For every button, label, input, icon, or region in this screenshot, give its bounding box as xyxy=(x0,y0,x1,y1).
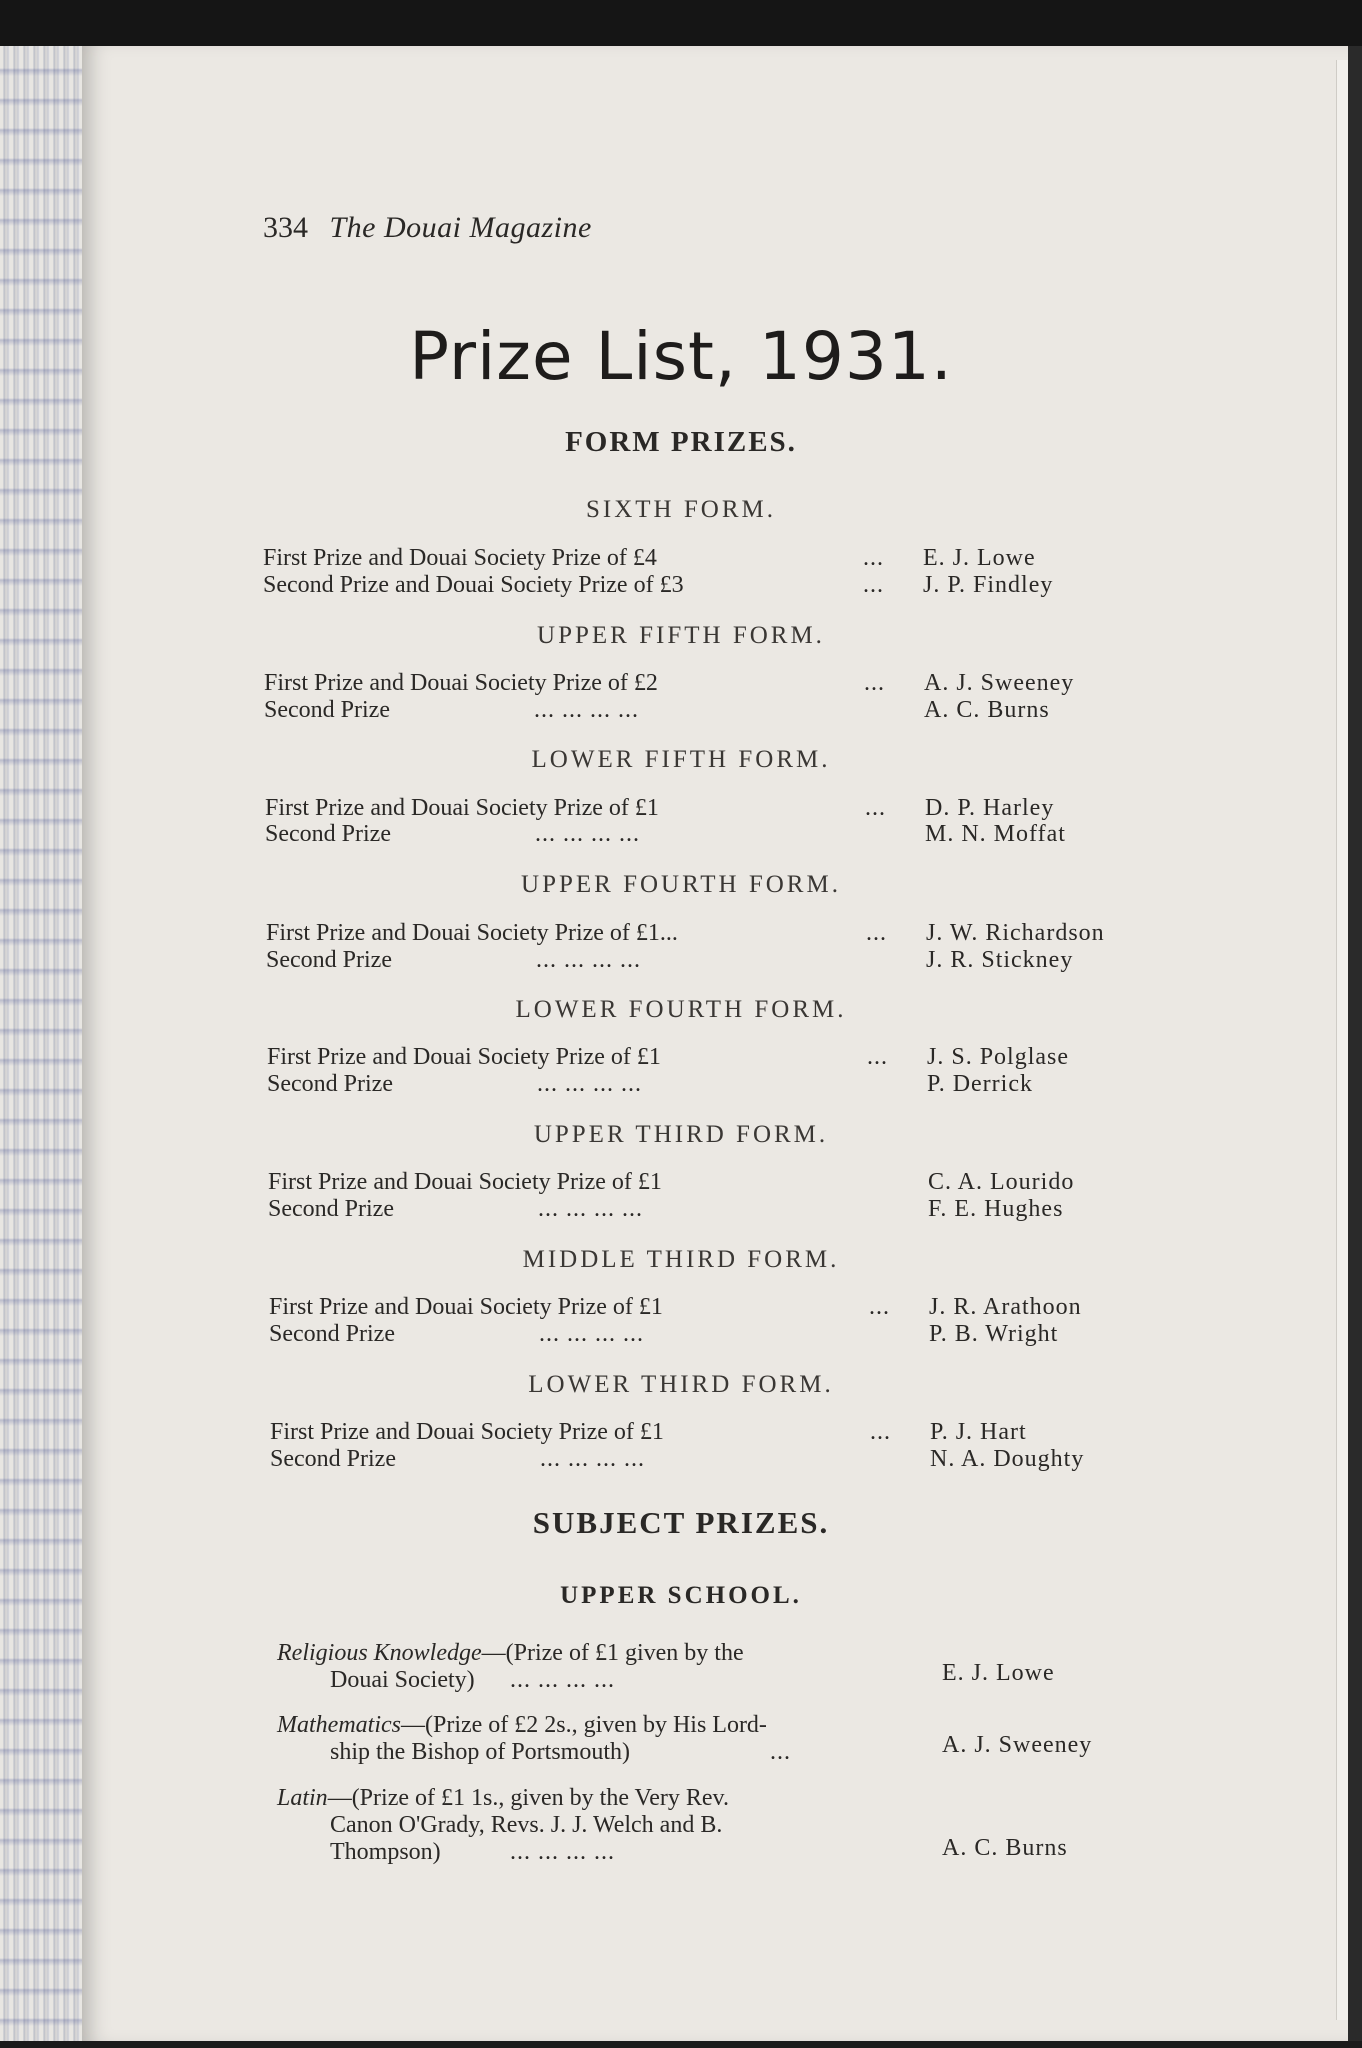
winner-name: J. S. Polglase xyxy=(927,1044,1070,1070)
winner-name: E. J. Lowe xyxy=(923,545,1036,571)
winner-name: C. A. Lourido xyxy=(928,1169,1075,1195)
form-heading: MIDDLE THIRD FORM. xyxy=(522,1246,840,1273)
running-head xyxy=(263,211,592,245)
subject-name: Latin xyxy=(277,1785,328,1811)
form-heading: SIXTH FORM. xyxy=(586,496,776,523)
winner-name: J. P. Findley xyxy=(923,572,1054,598)
subject-name: Mathematics xyxy=(277,1712,401,1738)
prize-label: First Prize and Douai Society Prize of £1 xyxy=(269,1294,663,1320)
prize-label: Second Prize xyxy=(266,947,392,973)
subject-details: ship the Bishop of Portsmouth) xyxy=(330,1739,631,1765)
winner-name: P. B. Wright xyxy=(929,1321,1059,1347)
magazine-title: The Douai Magazine xyxy=(329,211,592,244)
page-title: Prize List, 1931. xyxy=(409,318,953,395)
prize-label: Second Prize and Douai Society Prize of £3 xyxy=(263,572,684,598)
winner-name: P. J. Hart xyxy=(930,1419,1027,1445)
prize-label: First Prize and Douai Society Prize of £1 xyxy=(265,795,659,821)
form-heading: LOWER FIFTH FORM. xyxy=(531,746,831,773)
leader-dots: ... xyxy=(870,1419,891,1445)
prize-label: First Prize and Douai Society Prize of £1... xyxy=(266,920,678,946)
subject-name: Religious Knowledge xyxy=(277,1640,482,1666)
subject-details: Canon O'Grady, Revs. J. J. Welch and B. xyxy=(330,1812,723,1838)
leader-dots: ... ... ... ... xyxy=(540,1446,645,1472)
winner-name: N. A. Doughty xyxy=(930,1446,1085,1472)
page-number: 334 xyxy=(263,211,308,244)
leader-dots: ... xyxy=(867,1044,888,1070)
prize-label: First Prize and Douai Society Prize of £1 xyxy=(268,1169,662,1195)
winner-name: J. R. Stickney xyxy=(926,947,1074,973)
subject-details: —(Prize of £1 given by the xyxy=(481,1640,744,1666)
leader-dots: ... ... ... ... xyxy=(539,1321,644,1347)
form-heading: UPPER FOURTH FORM. xyxy=(521,871,841,898)
form-prizes-heading: FORM PRIZES. xyxy=(565,426,797,458)
prize-label: First Prize and Douai Society Prize of £1 xyxy=(270,1419,664,1445)
leader-dots: ... ... ... ... xyxy=(537,1071,642,1097)
leader-dots: ... ... ... ... xyxy=(538,1196,643,1222)
winner-name: A. C. Burns xyxy=(942,1835,1068,1861)
subject-details: —(Prize of £2 2s., given by His Lord- xyxy=(400,1712,767,1738)
winner-name: P. Derrick xyxy=(927,1071,1033,1097)
prize-label: Second Prize xyxy=(270,1446,396,1472)
leader-dots: ... xyxy=(869,1294,890,1320)
prize-label: Second Prize xyxy=(267,1071,393,1097)
prize-label: Second Prize xyxy=(264,697,390,723)
subject-details: Douai Society) xyxy=(330,1667,475,1693)
leader-dots: ... xyxy=(770,1739,791,1765)
subject-details: Thompson) xyxy=(330,1839,441,1865)
form-heading: LOWER FOURTH FORM. xyxy=(515,996,847,1023)
leader-dots: ... ... ... ... xyxy=(510,1839,615,1865)
upper-school-heading: UPPER SCHOOL. xyxy=(560,1582,802,1609)
leader-dots: ... xyxy=(866,920,887,946)
winner-name: J. R. Arathoon xyxy=(929,1294,1082,1320)
prize-label: Second Prize xyxy=(268,1196,394,1222)
winner-name: A. J. Sweeney xyxy=(942,1732,1093,1758)
subject-prizes-heading: SUBJECT PRIZES. xyxy=(532,1505,830,1540)
form-heading: UPPER THIRD FORM. xyxy=(533,1121,829,1148)
leader-dots: ... ... ... ... xyxy=(536,947,641,973)
winner-name: A. J. Sweeney xyxy=(924,670,1075,696)
leader-dots: ... xyxy=(865,795,886,821)
subject-details: —(Prize of £1 1s., given by the Very Rev. xyxy=(327,1785,729,1811)
form-heading: LOWER THIRD FORM. xyxy=(528,1371,834,1398)
leader-dots: ... ... ... ... xyxy=(535,821,640,847)
leader-dots: ... xyxy=(863,572,884,598)
winner-name: D. P. Harley xyxy=(925,795,1055,821)
form-heading: UPPER FIFTH FORM. xyxy=(537,622,825,649)
winner-name: J. W. Richardson xyxy=(926,920,1105,946)
winner-name: A. C. Burns xyxy=(924,697,1050,723)
leader-dots: ... ... ... ... xyxy=(510,1667,615,1693)
winner-name: F. E. Hughes xyxy=(928,1196,1064,1222)
winner-name: E. J. Lowe xyxy=(942,1660,1055,1686)
prize-label: First Prize and Douai Society Prize of £4 xyxy=(263,545,657,571)
scan-background xyxy=(0,0,1362,46)
prize-label: Second Prize xyxy=(265,821,391,847)
leader-dots: ... xyxy=(864,670,885,696)
leader-dots: ... ... ... ... xyxy=(534,697,639,723)
prize-label: Second Prize xyxy=(269,1321,395,1347)
prize-label: First Prize and Douai Society Prize of £1 xyxy=(267,1044,661,1070)
winner-name: M. N. Moffat xyxy=(925,821,1066,847)
prize-label: First Prize and Douai Society Prize of £2 xyxy=(264,670,658,696)
leader-dots: ... xyxy=(863,545,884,571)
